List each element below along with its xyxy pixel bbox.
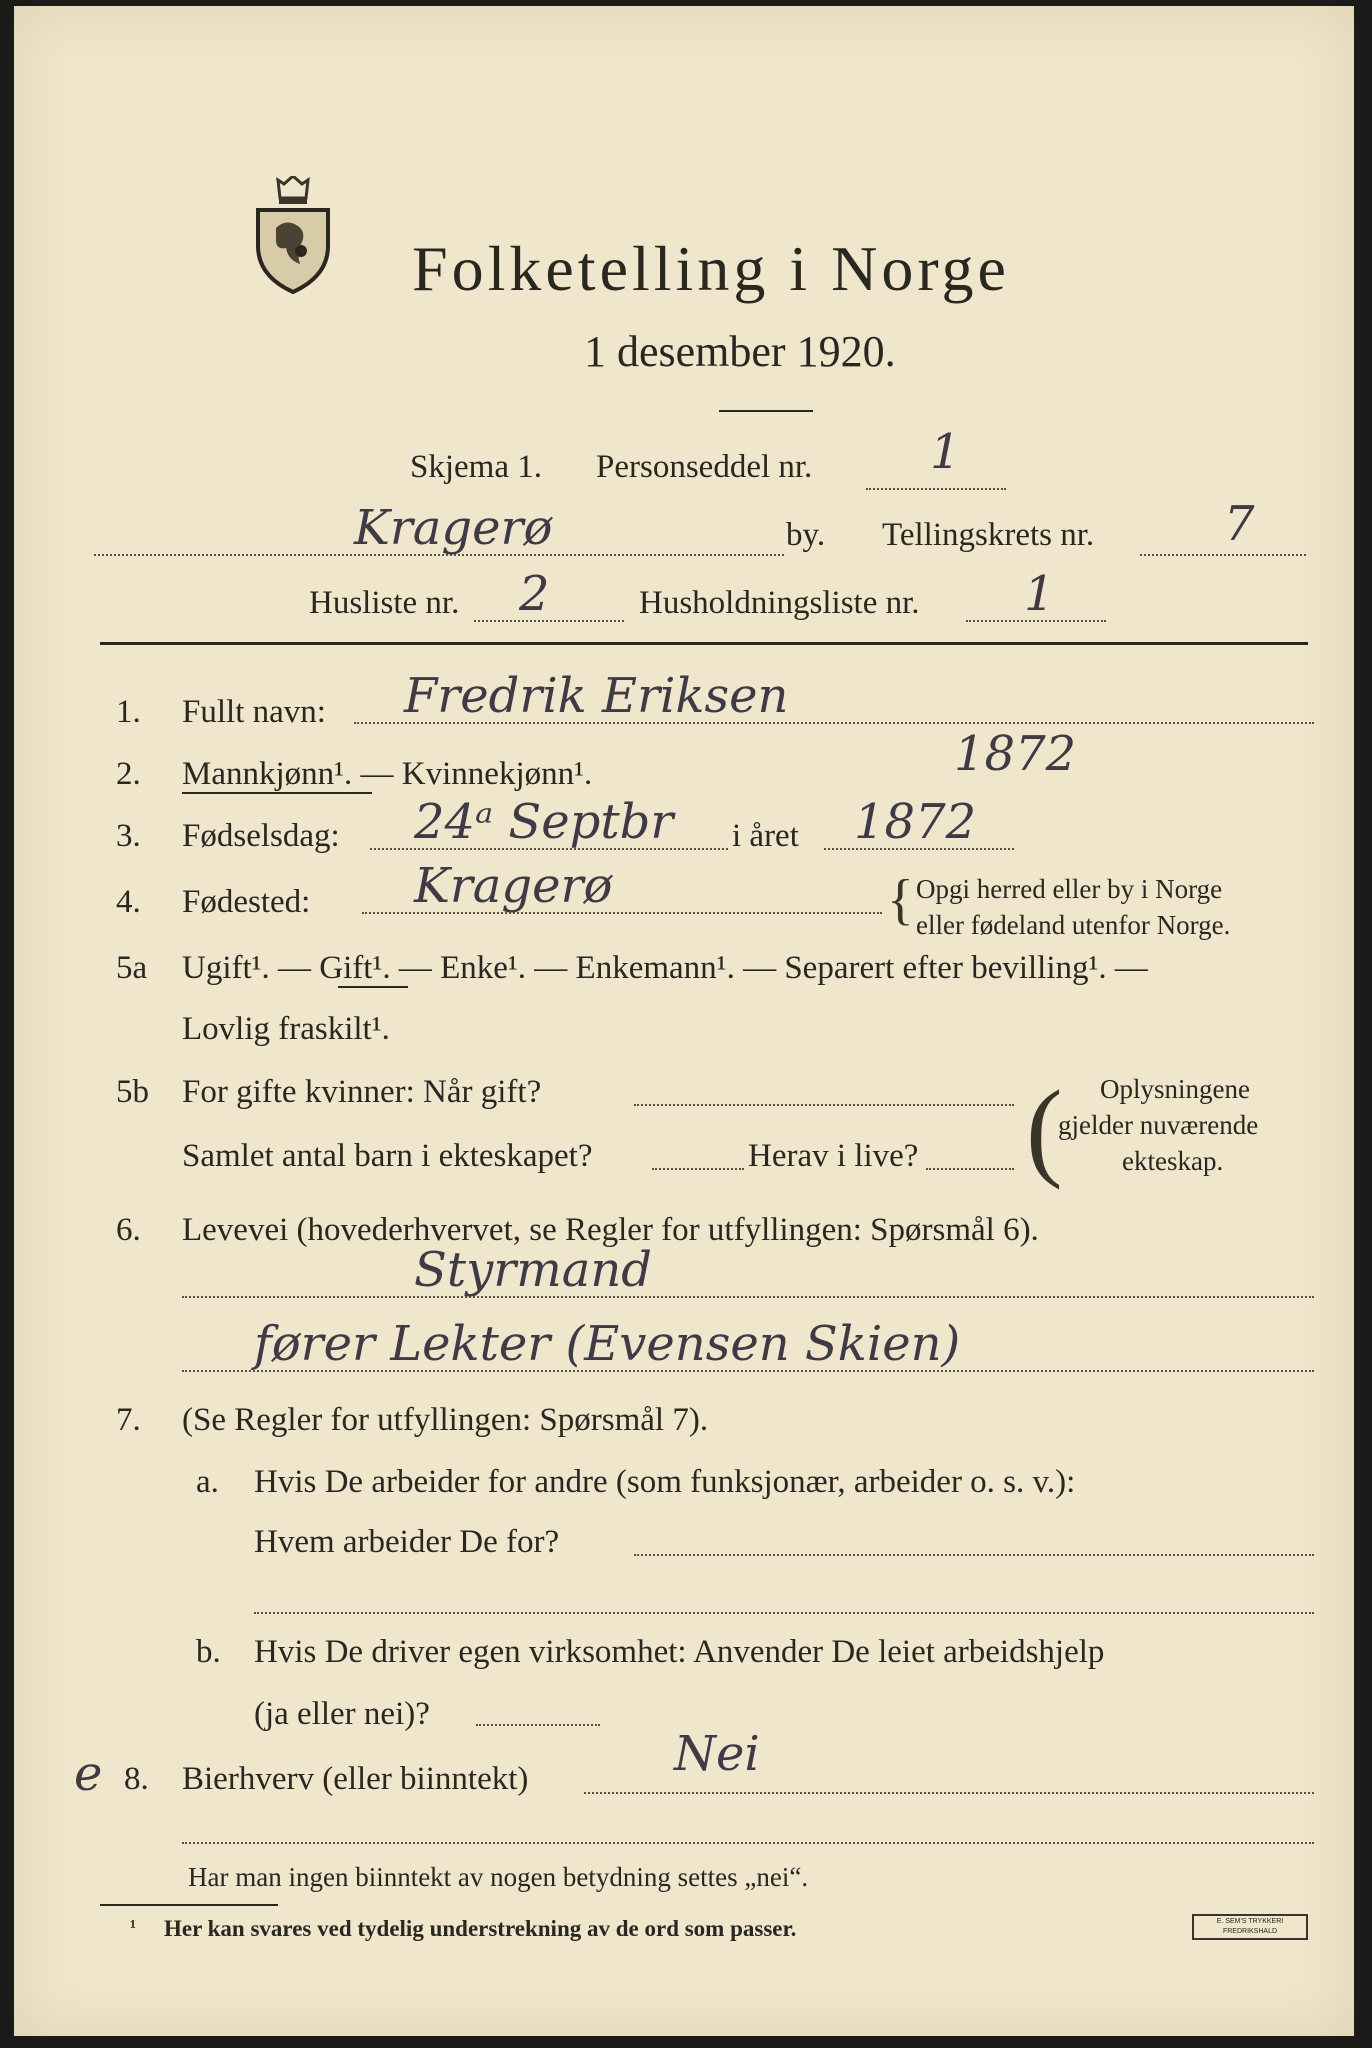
coat-of-arms-icon — [246, 176, 341, 296]
q4-note-line1: Opgi herred eller by i Norge — [916, 874, 1223, 904]
q3-label: Fødselsdag: — [182, 818, 340, 854]
husliste-label: Husliste nr. — [309, 585, 460, 621]
q5a-line2: Lovlig fraskilt¹. — [182, 1011, 390, 1047]
margin-mark: e — [74, 1746, 103, 1802]
occupation-line2[interactable]: fører Lekter (Evensen Skien) — [254, 1316, 961, 1372]
q6-label: Levevei (hovederhvervet, se Regler for utfyllingen: Spørsmål 6). — [182, 1212, 1039, 1248]
divider — [719, 410, 813, 412]
q4-label: Fødested: — [182, 884, 311, 920]
city-value[interactable]: Kragerø — [354, 500, 553, 556]
birth-year-value[interactable]: 1872 — [854, 794, 977, 850]
birthplace-value[interactable]: Kragerø — [414, 858, 613, 914]
by-label: by. — [786, 517, 826, 553]
husholdningsliste-label: Husholdningsliste nr. — [639, 585, 920, 621]
form-title: Folketelling i Norge — [412, 233, 1010, 304]
q4-note-line2: eller fødeland utenfor Norge. — [916, 910, 1231, 940]
census-form: Folketelling i Norge 1 desember 1920. Skjema 1. Personseddel nr. 1 Kragerø by. Tellingskrets nr. 7 Husliste nr. 2 Husholdningsliste nr. 1 1. Fullt navn: Fredrik Eriksen 2. Mannkjønn¹. — Kvinnekjønn¹. 1872 3. Fødselsdag: 24ᵃ Septbr i året 1872 4. Fødested: Kragerø { Opgi herred eller by i Norge eller fødeland utenfor Norge. 5a Ugift¹. — Gift¹. — Enke¹. — Enkemann¹. — Separert efter bevilling¹. — Lovlig fraskilt¹. 5b For gifte kvinner: Når gift? Samlet antal barn i ekteskapet? Herav i live? ( Oplysningene gjelder nuværende ekteskap. 6. Levevei (hovederhvervet, se Regler for utfyllingen: Spørsmål 6). Styrmand fører Lekter (Evensen Skien) 7. (Se Regler for utfyllingen: Spørsmål 7). a. Hvis De arbeider for andre (som funksjonær, arbeider o. s. v.): Hvem arbeider De for? b. Hvis De driver egen virksomhet: Anvender De leiet arbeidshjelp (ja eller nei)? e 8. Bierhverv (eller biinntekt) Nei Har man ingen biinntekt av nogen betydning settes „nei“. ¹ Her kan svares ved tydelig understrekning av de ord som passer. E. SEM'S TRYKKERI FREDRIKSHALD — [14, 6, 1354, 2036]
q5b-note-line3: ekteskap. — [1122, 1146, 1224, 1176]
tellingskrets-value[interactable]: 7 — [1224, 496, 1255, 552]
q5b-note-line1: Oplysningene — [1100, 1074, 1250, 1104]
full-name-value[interactable]: Fredrik Eriksen — [404, 668, 789, 724]
q5b-line2b: Herav i live? — [748, 1138, 919, 1174]
q1-number: 1. — [116, 694, 141, 730]
q5b-line1: For gifte kvinner: Når gift? — [182, 1074, 542, 1110]
husholdningsliste-value[interactable]: 1 — [1024, 566, 1055, 622]
q7b-line2: (ja eller nei)? — [254, 1696, 430, 1732]
husliste-value[interactable]: 2 — [519, 566, 550, 622]
q7b-letter: b. — [196, 1634, 221, 1670]
q5b-note-line2: gjelder nuværende — [1058, 1110, 1259, 1140]
printer-stamp: E. SEM'S TRYKKERI FREDRIKSHALD — [1192, 1914, 1308, 1940]
q7a-letter: a. — [196, 1464, 219, 1500]
q1-label: Fullt navn: — [182, 694, 326, 730]
q8-number: 8. — [124, 1761, 149, 1797]
gift-underline — [338, 986, 408, 988]
occupation-line1[interactable]: Styrmand — [414, 1242, 653, 1298]
footnote-text: Her kan svares ved tydelig understrekning av de ord som passer. — [164, 1916, 797, 1941]
footnote-number: ¹ — [130, 1916, 136, 1938]
personseddel-label: Personseddel nr. — [596, 449, 813, 485]
footer-note: Har man ingen biinntekt av nogen betydning settes „nei“. — [188, 1862, 809, 1892]
q7-label: (Se Regler for utfyllingen: Spørsmål 7). — [182, 1402, 709, 1438]
personseddel-value[interactable]: 1 — [930, 424, 961, 480]
q5a-number: 5a — [116, 950, 148, 986]
q5b-line2a: Samlet antal barn i ekteskapet? — [182, 1138, 593, 1174]
mannkjonn-underline — [182, 792, 372, 794]
birthday-value[interactable]: 24ᵃ Septbr — [414, 794, 674, 850]
skjema-label: Skjema 1. — [410, 449, 542, 485]
side-income-value[interactable]: Nei — [674, 1726, 760, 1782]
q5b-number: 5b — [116, 1074, 149, 1110]
q2-number: 2. — [116, 756, 141, 792]
q8-label: Bierhverv (eller biinntekt) — [182, 1761, 529, 1797]
q7a-line2: Hvem arbeider De for? — [254, 1524, 560, 1560]
tellingskrets-label: Tellingskrets nr. — [882, 517, 1095, 553]
section-rule — [100, 642, 1308, 645]
q2-note: 1872 — [954, 726, 1077, 782]
q6-number: 6. — [116, 1212, 141, 1248]
footnote-rule — [100, 1904, 278, 1906]
q5a-line1: Ugift¹. — Gift¹. — Enke¹. — Enkemann¹. — Separert efter bevilling¹. — — [182, 950, 1148, 986]
q3-number: 3. — [116, 818, 141, 854]
year-label: i året — [732, 818, 799, 854]
q7a-line1: Hvis De arbeider for andre (som funksjonær, arbeider o. s. v.): — [254, 1464, 1076, 1500]
q7b-line1: Hvis De driver egen virksomhet: Anvender De leiet arbeidshjelp — [254, 1634, 1105, 1670]
q2-label: Mannkjønn¹. — Kvinnekjønn¹. — [182, 756, 593, 792]
q7-number: 7. — [116, 1402, 141, 1438]
form-date: 1 desember 1920. — [584, 327, 896, 376]
q4-number: 4. — [116, 884, 141, 920]
